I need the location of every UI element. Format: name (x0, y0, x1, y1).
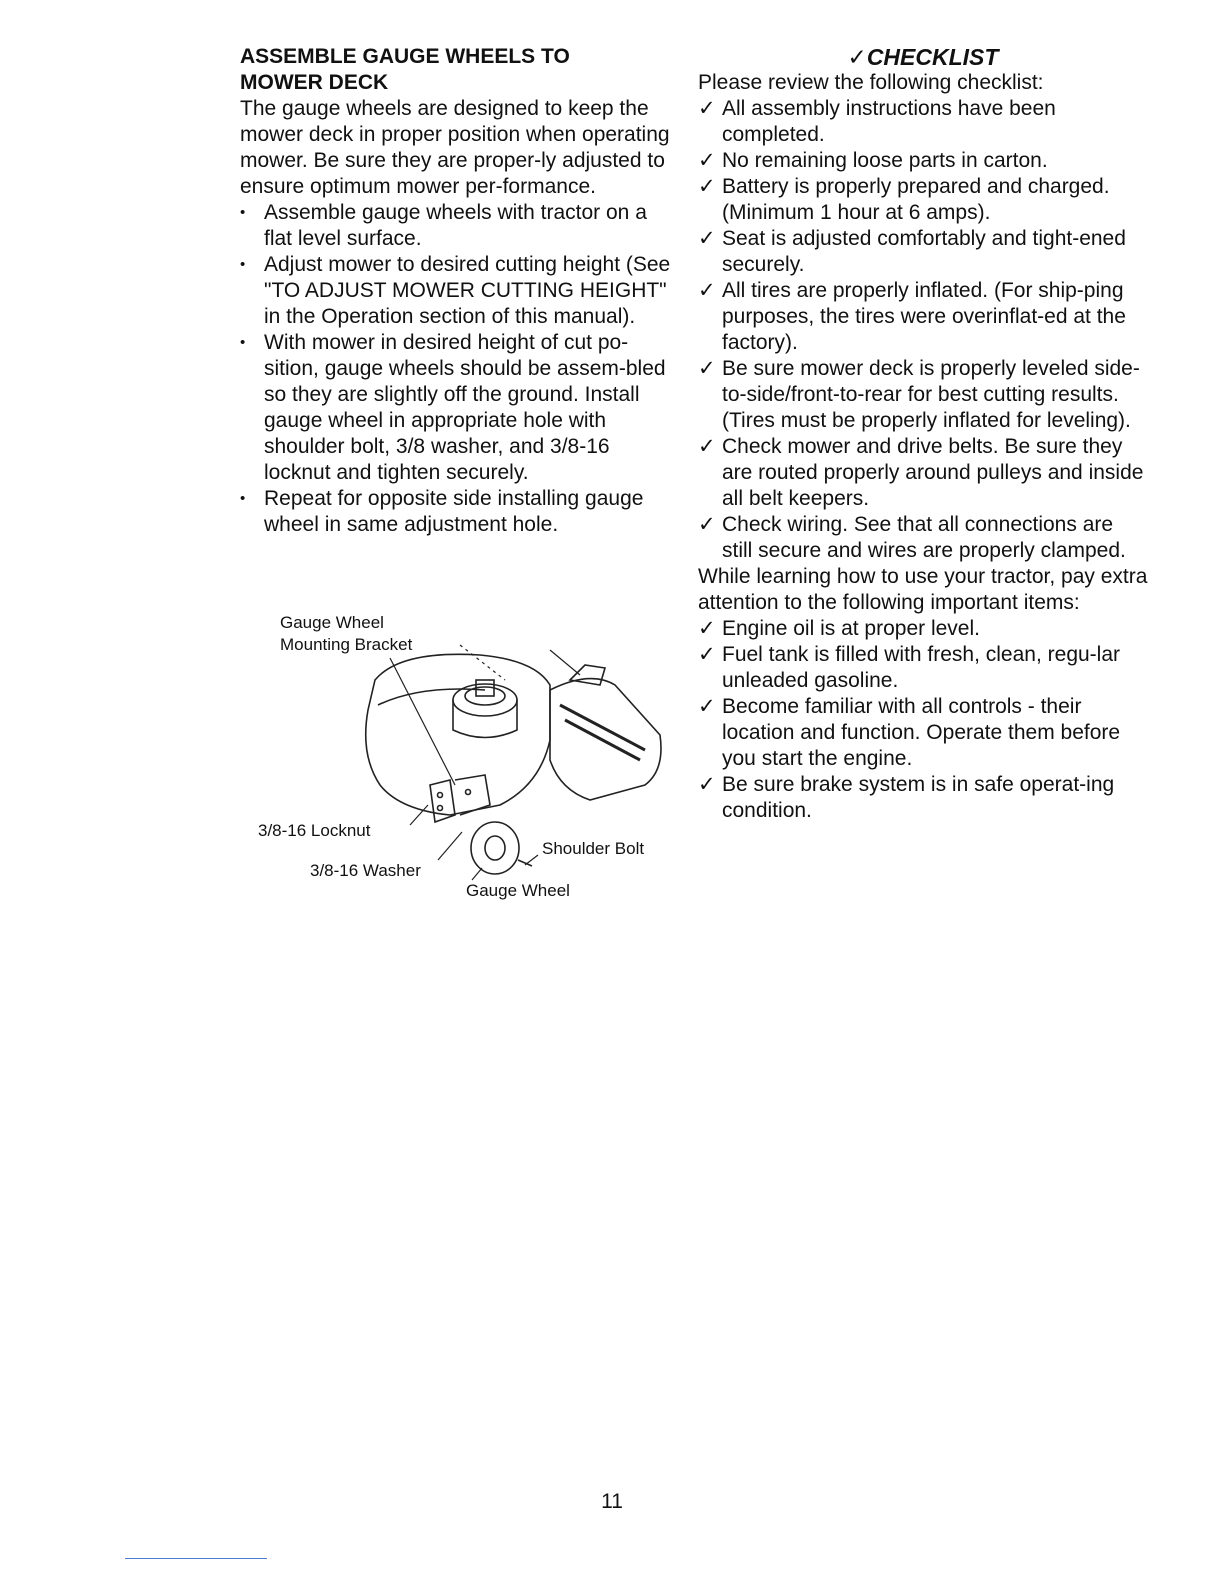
section-heading (240, 44, 680, 96)
checklist-item (698, 148, 1148, 174)
instruction-text: With mower in desired height of cut po-sition, gauge wheels should be assem-bled so they are slightly off the ground. Install gauge wheel in appropriate hole with shoulder bolt, 3/8 washer, and 3/8-16 locknut and tighten securely. (264, 331, 666, 484)
check-icon: ✓ (698, 643, 716, 666)
footer-rule (125, 1558, 267, 1559)
checklist-text: Check mower and drive belts. Be sure they are routed properly around pulleys and inside all belt keepers. (722, 435, 1144, 510)
check-icon: ✓ (698, 773, 716, 796)
checklist-text: Be sure mower deck is properly leveled side-to-side/front-to-rear for best cutting results. (Tires must be properly inflated for leveling). (722, 357, 1140, 432)
instruction-item (240, 330, 680, 486)
checklist-item (698, 434, 1148, 512)
checklist-text: Check wiring. See that all connections are still secure and wires are properly clamped. (722, 513, 1126, 562)
instruction-item (240, 486, 680, 538)
check-icon: ✓ (698, 435, 716, 458)
checklist-text: All assembly instructions have been completed. (722, 97, 1056, 146)
instruction-text: Adjust mower to desired cutting height (See "TO ADJUST MOWER CUTTING HEIGHT" in the Operation section of this manual). (264, 253, 671, 328)
instruction-text: Repeat for opposite side installing gauge wheel in same adjustment hole. (264, 487, 644, 536)
gauge-wheel-diagram (250, 610, 680, 910)
instruction-item (240, 252, 680, 330)
page-number: 11 (601, 1490, 623, 1513)
check-icon: ✓ (698, 149, 716, 172)
learning-intro: While learning how to use your tractor, pay extra attention to the following important items: (698, 565, 1148, 614)
checklist-item (698, 616, 1148, 642)
right-column (698, 44, 1148, 824)
checklist-item (698, 512, 1148, 564)
checklist-item (698, 772, 1148, 824)
bullet-icon: • (240, 490, 246, 507)
label-gauge-wheel-bracket-line2: Mounting Bracket (280, 635, 413, 654)
checklist-text: Fuel tank is filled with fresh, clean, regu-lar unleaded gasoline. (722, 643, 1121, 692)
checklist-item (698, 278, 1148, 356)
left-column (240, 44, 680, 538)
checklist-text: No remaining loose parts in carton. (722, 149, 1048, 172)
check-icon: ✓ (698, 617, 716, 640)
check-icon: ✓ (698, 695, 716, 718)
instruction-list (240, 200, 680, 538)
check-icon: ✓ (698, 513, 716, 536)
check-icon: ✓ (698, 175, 716, 198)
check-icon: ✓ (698, 227, 716, 250)
section-heading-line1: ASSEMBLE GAUGE WHEELS TO (240, 45, 570, 68)
checklist-item (698, 96, 1148, 148)
section-intro: The gauge wheels are designed to keep the mower deck in proper position when operating mower. Be sure they are proper-ly adjusted to ensure optimum mower per-formance. (240, 97, 670, 198)
checklist-text: Seat is adjusted comfortably and tight-ened securely. (722, 227, 1126, 276)
checklist-text: All tires are properly inflated. (For ship-ping purposes, the tires were overinflat-ed at the factory). (722, 279, 1126, 354)
checklist-item (698, 356, 1148, 434)
checklist-text: Engine oil is at proper level. (722, 617, 980, 640)
instruction-text: Assemble gauge wheels with tractor on a flat level surface. (264, 201, 647, 250)
learning-checklist (698, 616, 1148, 824)
bullet-icon: • (240, 204, 246, 221)
bullet-icon: • (240, 334, 246, 351)
checklist-text: Battery is properly prepared and charged. (Minimum 1 hour at 6 amps). (722, 175, 1110, 224)
section-heading-line2: MOWER DECK (240, 71, 389, 94)
label-gauge-wheel-bracket-line1: Gauge Wheel (280, 613, 384, 632)
checklist-text: Be sure brake system is in safe operat-ing condition. (722, 773, 1115, 822)
checklist-item (698, 226, 1148, 278)
bullet-icon: • (240, 256, 246, 273)
label-shoulder-bolt: Shoulder Bolt (542, 839, 645, 858)
checklist-text: Become familiar with all controls - their location and function. Operate them before you start the engine. (722, 695, 1121, 770)
checklist-intro: Please review the following checklist: (698, 71, 1044, 94)
checklist-item (698, 694, 1148, 772)
checklist-title: ✓CHECKLIST (847, 44, 999, 70)
checklist (698, 96, 1148, 564)
label-locknut: 3/8-16 Locknut (258, 821, 371, 840)
instruction-item (240, 200, 680, 252)
check-icon: ✓ (698, 97, 716, 120)
label-washer: 3/8-16 Washer (310, 861, 421, 880)
check-icon: ✓ (698, 279, 716, 302)
checklist-item (698, 174, 1148, 226)
label-gauge-wheel: Gauge Wheel (466, 881, 570, 900)
checklist-item (698, 642, 1148, 694)
check-icon: ✓ (698, 357, 716, 380)
